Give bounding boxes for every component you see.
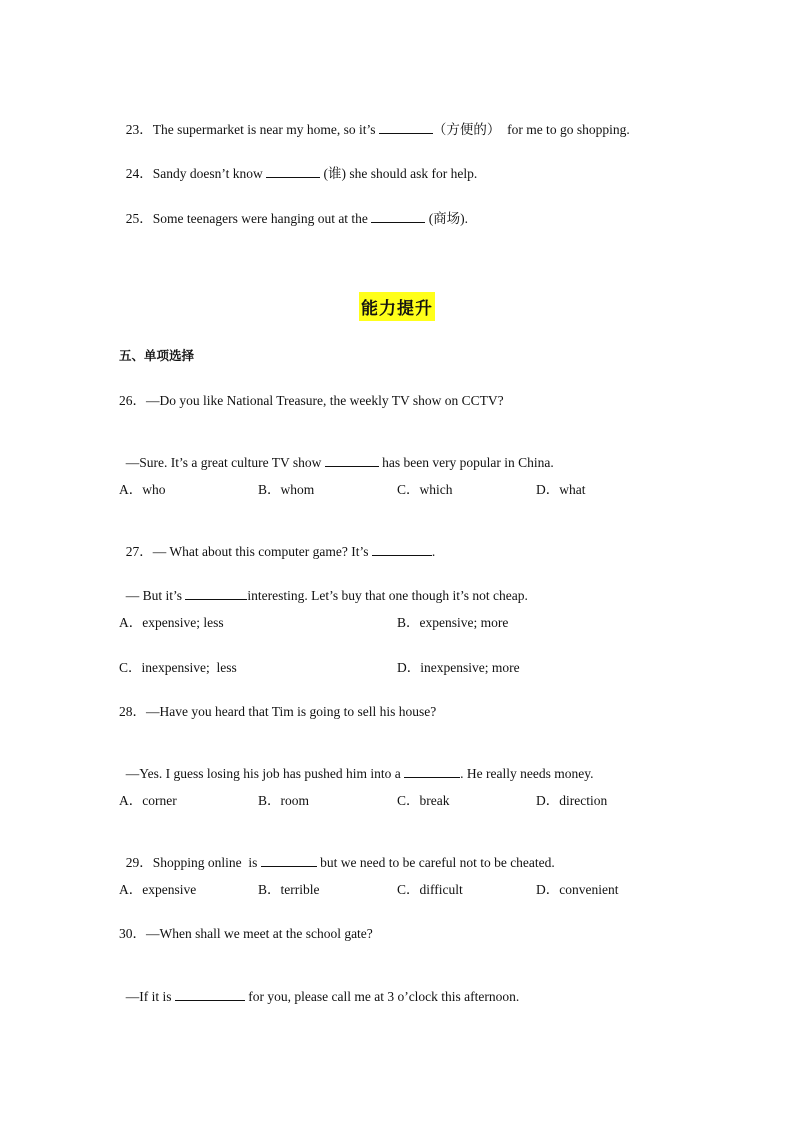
question-23: [119, 103, 630, 139]
question-27-reply: [119, 569, 528, 605]
answer-blank[interactable]: [325, 454, 379, 467]
question-text: — But it’s: [125, 588, 186, 603]
option-c[interactable]: C．which: [397, 482, 453, 497]
question-number: 24．: [125, 166, 153, 181]
answer-blank[interactable]: [185, 587, 247, 600]
option-b[interactable]: B．whom: [258, 482, 315, 497]
question-text: .: [431, 544, 436, 559]
option-d[interactable]: D．what: [536, 482, 586, 497]
question-text: interesting. Let’s buy that one though it’s not cheap.: [247, 588, 528, 603]
question-text: 29．Shopping online is: [125, 855, 261, 870]
question-28-prompt: 28．—Have you heard that Tim is going to sell his house?: [119, 704, 437, 719]
question-24: [119, 147, 477, 183]
question-27-prompt: [119, 525, 435, 561]
answer-blank[interactable]: [371, 210, 425, 223]
question-text: but we need to be careful not to be cheated.: [316, 855, 555, 870]
option-a[interactable]: A．expensive; less: [119, 615, 224, 630]
answer-blank[interactable]: [379, 121, 433, 134]
question-text: Sandy doesn’t know: [152, 166, 267, 181]
answer-blank[interactable]: [266, 165, 320, 178]
option-b[interactable]: B．terrible: [258, 882, 320, 897]
question-text: —Yes. I guess losing his job has pushed him into a: [125, 766, 405, 781]
question-text: The supermarket is near my home, so it’s: [152, 122, 379, 137]
question-number: 25．: [125, 211, 153, 226]
question-text: —Sure. It’s a great culture TV show: [125, 455, 325, 470]
answer-blank[interactable]: [404, 765, 460, 778]
question-text: 27．— What about this computer game? It’s: [125, 544, 372, 559]
question-28-reply: [119, 747, 593, 783]
page-heading: 能力提升: [359, 292, 435, 321]
answer-blank[interactable]: [261, 854, 317, 867]
question-25: [119, 192, 468, 228]
question-text: has been very popular in China.: [378, 455, 554, 470]
question-text: (商场).: [425, 211, 469, 226]
section-title: 五、单项选择: [119, 348, 195, 363]
option-c[interactable]: C．inexpensive; less: [119, 660, 237, 675]
option-c[interactable]: C．difficult: [397, 882, 463, 897]
option-d[interactable]: D．inexpensive; more: [397, 660, 520, 675]
question-text: Some teenagers were hanging out at the: [152, 211, 372, 226]
question-26-prompt: 26．—Do you like National Treasure, the weekly TV show on CCTV?: [119, 393, 504, 408]
question-30-prompt: 30．—When shall we meet at the school gate?: [119, 926, 373, 941]
question-text: —If it is: [125, 989, 175, 1004]
option-c[interactable]: C．break: [397, 793, 450, 808]
question-number: 23．: [125, 122, 153, 137]
question-text: （方便的） for me to go shopping.: [432, 122, 630, 137]
question-30-reply: [119, 970, 519, 1006]
question-26-reply: [119, 436, 554, 472]
question-text: (谁) she should ask for help.: [320, 166, 478, 181]
option-a[interactable]: A．corner: [119, 793, 177, 808]
answer-blank[interactable]: [372, 543, 432, 556]
question-text: . He really needs money.: [460, 766, 594, 781]
answer-blank[interactable]: [175, 988, 245, 1001]
option-b[interactable]: B．expensive; more: [397, 615, 509, 630]
option-d[interactable]: D．direction: [536, 793, 608, 808]
option-d[interactable]: D．convenient: [536, 882, 619, 897]
question-text: for you, please call me at 3 o’clock this afternoon.: [244, 989, 520, 1004]
option-a[interactable]: A．expensive: [119, 882, 197, 897]
question-29-prompt: [119, 836, 555, 872]
option-a[interactable]: A．who: [119, 482, 166, 497]
option-b[interactable]: B．room: [258, 793, 310, 808]
heading-container: [0, 292, 794, 321]
